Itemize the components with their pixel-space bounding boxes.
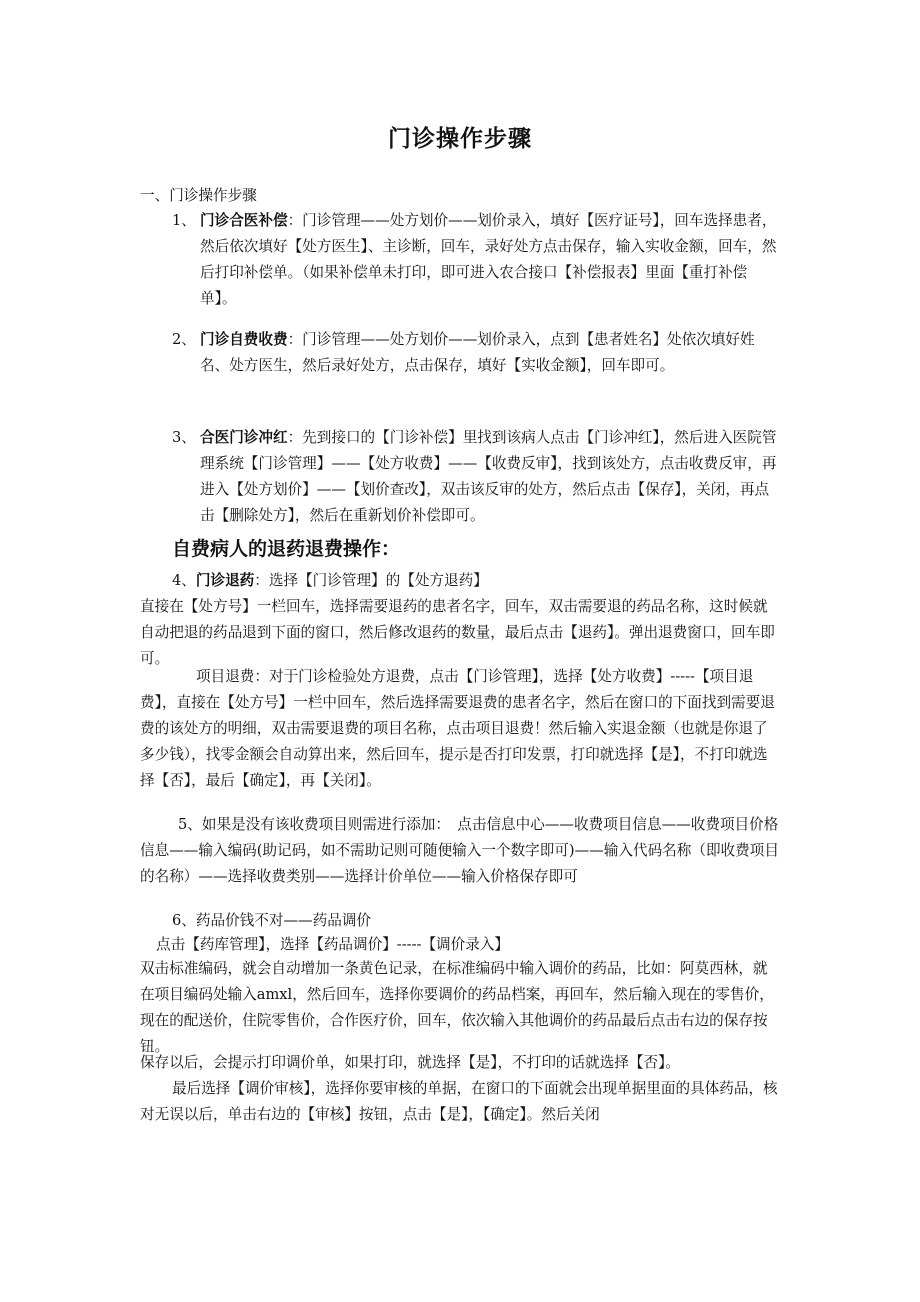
step-instruction: 点击【药库管理】，选择【药品调价】-----【调价录入】 [156, 936, 510, 953]
step-label: 门诊合医补偿 [200, 212, 288, 229]
step-body: ：选择【门诊管理】的【处方退药】 [254, 572, 488, 589]
page-title: 门诊操作步骤 [388, 126, 532, 152]
paragraph: 保存以后，会提示打印调价单，如果打印，就选择【是】，不打印的话就选择【否】。 [140, 1054, 680, 1071]
step-number: 4、 [172, 572, 196, 589]
step-label: 门诊退药 [195, 572, 255, 589]
step-body: ：先到接口的【门诊补偿】里找到该病人点击【门诊冲红】，然后进入医院管理系统【门诊管理】——【处方收费】——【收费反审】，找到该处方，点击收费反审，再进入【处方划价】——【划价查改】，双击该反审的处方，然后点击【保存】，关闭，再点击【删除处方】，然后在重新划价补偿即可。 [200, 429, 777, 524]
step-text [172, 568, 782, 594]
step-body: ：门诊管理——处方划价——划价录入，点到【患者姓名】处依次填好姓名、处方医生，然后录好处方，点击保存，填好【实收金额】，回车即可。 [200, 331, 755, 374]
step-text [200, 208, 782, 312]
section-heading-2: 自费病人的退药退费操作： [172, 538, 401, 560]
step-label: 门诊自费收费 [200, 331, 288, 348]
paragraph: 直接在【处方号】一栏回车，选择需要退药的患者名字，回车，双击需要退的药品名称，这时候就自动把退的药品退到下面的窗口，然后修改退药的数量，最后点击【退药】。弹出退费窗口，回车即可。 [140, 598, 775, 667]
step-label: 合医门诊冲红 [200, 429, 288, 446]
paragraph: 最后选择【调价审核】，选择你要审核的单据，在窗口的下面就会出现单据里面的具体药品，核对无误以后，单击右边的【审核】按钮，点击【是】，【确定】。然后关闭 [140, 1080, 778, 1123]
step-number: 2、 [172, 331, 196, 348]
step-text [200, 327, 782, 379]
section-heading-1: 一、门诊操作步骤 [140, 187, 257, 204]
step-text [200, 425, 782, 529]
paragraph: 双击标准编码，就会自动增加一条黄色记录，在标准编码中输入调价的药品，比如：阿莫西林，就在项目编码处输入amxl，然后回车，选择你要调价的药品档案，再回车，然后输入现在的零售价，现在的配送价，住院零售价，合作医疗价，回车，依次输入其他调价的药品最后点击右边的保存按钮。 [140, 960, 774, 1055]
step-body: ：门诊管理——处方划价——划价录入，填好【医疗证号】，回车选择患者，然后依次填好【处方医生】、主诊断，回车，录好处方点击保存，输入实收金额，回车，然后打印补偿单。（如果补偿单未打印，即可进入农合接口【补偿报表】里面【重打补偿单】。 [200, 212, 777, 307]
step-number: 1、 [172, 212, 196, 229]
paragraph: 项目退费：对于门诊检验处方退费，点击【门诊管理】，选择【处方收费】-----【项目退费】，直接在【处方号】一栏中回车，然后选择需要退费的患者名字，然后在窗口的下面找到需要退费的该处方的明细，双击需要退费的项目名称，点击项目退费！然后输入实退金额（也就是你退了多少钱），找零金额会自动算出来，然后回车，提示是否打印发票，打印就选择【是】，不打印就选择【否】，最后【确定】，再【关闭】。 [140, 668, 775, 789]
step-item-5: 5、如果是没有该收费项目则需进行添加： 点击信息中心——收费项目信息——收费项目价格信息——输入编码(助记码，如不需助记则可随便输入一个数字即可)——输入代码名称（即收费项目的名称）——选择收费类别——选择计价单位——输入价格保存即可 [140, 816, 779, 885]
step-number: 3、 [172, 429, 196, 446]
step-heading: 6、药品价钱不对——药品调价 [172, 912, 372, 929]
